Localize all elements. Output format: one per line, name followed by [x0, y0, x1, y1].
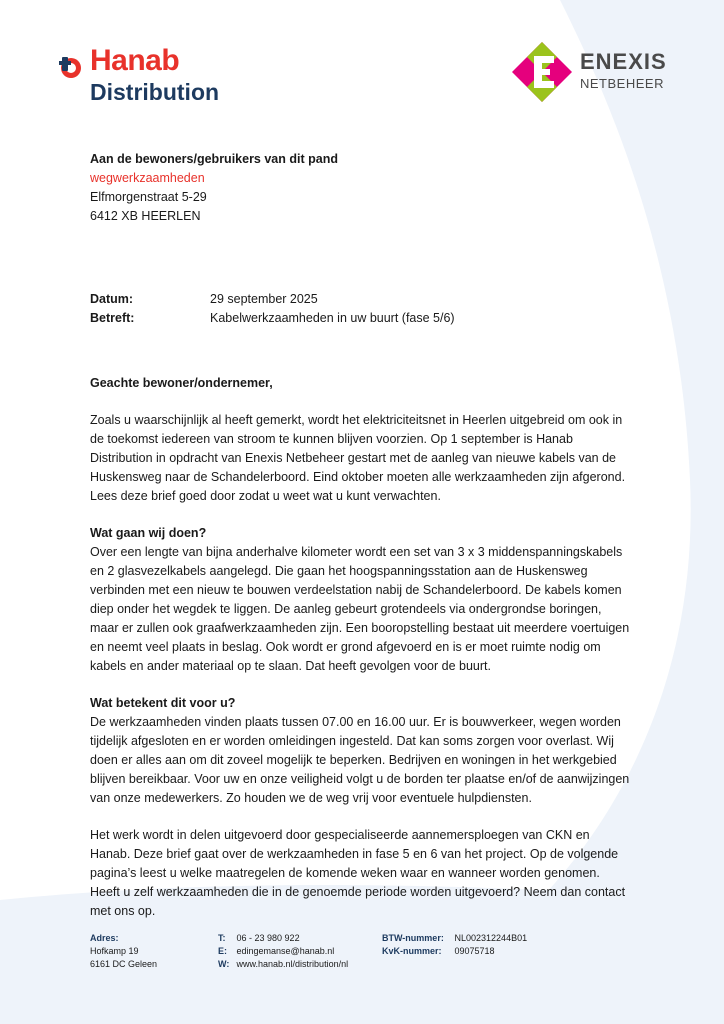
letter-meta: [90, 290, 455, 328]
section-what-we-do: [90, 524, 630, 676]
footer-address: [90, 932, 157, 971]
footer-btw-value: NL002312244B01: [454, 933, 528, 943]
recipient-line-3: Elfmorgenstraat 5-29: [90, 190, 207, 204]
recipient-line-2: wegwerkzaamheden: [90, 171, 205, 185]
closing-paragraph: Het werk wordt in delen uitgevoerd door gespecialiseerde aannemersploegen van CKN en Hanab. Deze brief gaat over de werkzaamheden in fase 5 en 6 van het project. Op de volgende pagina’s leest u welke maatregelen de komende weken waar en wanneer worden genomen. Heeft u zelf werkzaamheden die in de genoemde periode worden uitgevoerd? Neem dan contact met ons op.: [90, 828, 626, 918]
intro-paragraph: Zoals u waarschijnlijk al heeft gemerkt, wordt het elektriciteitsnet in Heerlen uitgebreid om ook in de toekomst iedereen van stroom te kunnen blijven voorzien. Op 1 september is Hanab Distribution in opdracht van Enexis Netbeheer gestart met de aanleg van nieuwe kabels van de Huskensweg naar de Schandelerboord. Eind oktober moeten alle werkzaamheden zijn afgerond. Lees deze brief goed door zodat u weet wat u kunt verwachten.: [90, 413, 626, 503]
section-1-title: Wat gaan wij doen?: [90, 526, 207, 540]
date-row: [90, 290, 455, 309]
recipient-line-1: Aan de bewoners/gebruikers van dit pand: [90, 152, 338, 166]
section-1-text: Over een lengte van bijna anderhalve kilometer wordt een set van 3 x 3 middenspanningskabels en 2 glasvezelkabels aangelegd. Die gaan het hoogspanningsstation aan de Huskensweg verbinden met een nieuw te bouwen verdeelstation nabij de Schandelerboord. De kabels komen diep onder het wegdek te liggen. De aanleg gebeurt grotendeels via ondergrondse boringen, maar er zullen ook graafwerkzaamheden zijn. Een booropstelling bestaat uit meerdere voertuigen en neemt veel plaats in beslag. Ook wordt er grond afgevoerd en is er moet ruimte nodig om kabels en ander materiaal op te slaan. Dat heeft gevolgen voor de buurt.: [90, 545, 630, 673]
footer-web-label: W:: [218, 959, 230, 969]
footer-address-label: Adres:: [90, 933, 119, 943]
footer-contact: [218, 932, 348, 971]
footer-email-label: E:: [218, 946, 227, 956]
recipient-line-4: 6412 XB HEERLEN: [90, 209, 201, 223]
hanab-subtitle: Distribution: [90, 79, 220, 105]
enexis-mark-icon: [510, 40, 574, 104]
footer-phone-label: T:: [218, 933, 226, 943]
footer-address-line-2: 6161 DC Geleen: [90, 959, 158, 969]
hanab-name: Hanab: [90, 44, 180, 77]
enexis-name: ENEXIS: [580, 49, 667, 74]
footer-phone[interactable]: 06 - 23 980 922: [236, 933, 300, 943]
section-2-text: De werkzaamheden vinden plaats tussen 07.00 en 16.00 uur. Er is bouwverkeer, wegen worden tijdelijk afgesloten en er worden omleidingen ingesteld. Dat kan soms zorgen voor overlast. Wij doen er alles aan om dit zoveel mogelijk te beperken. Bedrijven en woningen in het werkgebied blijven bereikbaar. Voor uw en onze veiligheid volgt u de borden ter plaatse en/of de aanwijzingen van onze medewerkers. Zo houden we de weg vrij voor eventuele hulpdiensten.: [90, 715, 630, 805]
hanab-mark-icon: [58, 54, 86, 80]
footer-kvk-label: KvK-nummer:: [382, 946, 442, 956]
subject-value: Kabelwerkzaamheden in uw buurt (fase 5/6): [210, 311, 455, 325]
footer-btw-label: BTW-nummer:: [382, 933, 444, 943]
date-label: Datum:: [90, 292, 134, 306]
subject-label: Betreft:: [90, 311, 135, 325]
enexis-subtitle: NETBEHEER: [580, 76, 664, 91]
footer-address-line-1: Hofkamp 19: [90, 946, 139, 956]
footer-kvk-value: 09075718: [454, 946, 495, 956]
enexis-logo: [510, 40, 680, 104]
section-2-title: Wat betekent dit voor u?: [90, 696, 236, 710]
recipient-address: [90, 150, 338, 226]
footer-email-link[interactable]: edingemanse@hanab.nl: [236, 946, 335, 956]
subject-row: [90, 309, 455, 328]
salutation: Geachte bewoner/ondernemer,: [90, 376, 273, 390]
footer-web-link[interactable]: www.hanab.nl/distribution/nl: [236, 959, 349, 969]
letter-body: [90, 374, 630, 939]
section-what-it-means: [90, 694, 630, 808]
date-value: 29 september 2025: [210, 292, 318, 306]
footer-registration: [382, 932, 527, 958]
